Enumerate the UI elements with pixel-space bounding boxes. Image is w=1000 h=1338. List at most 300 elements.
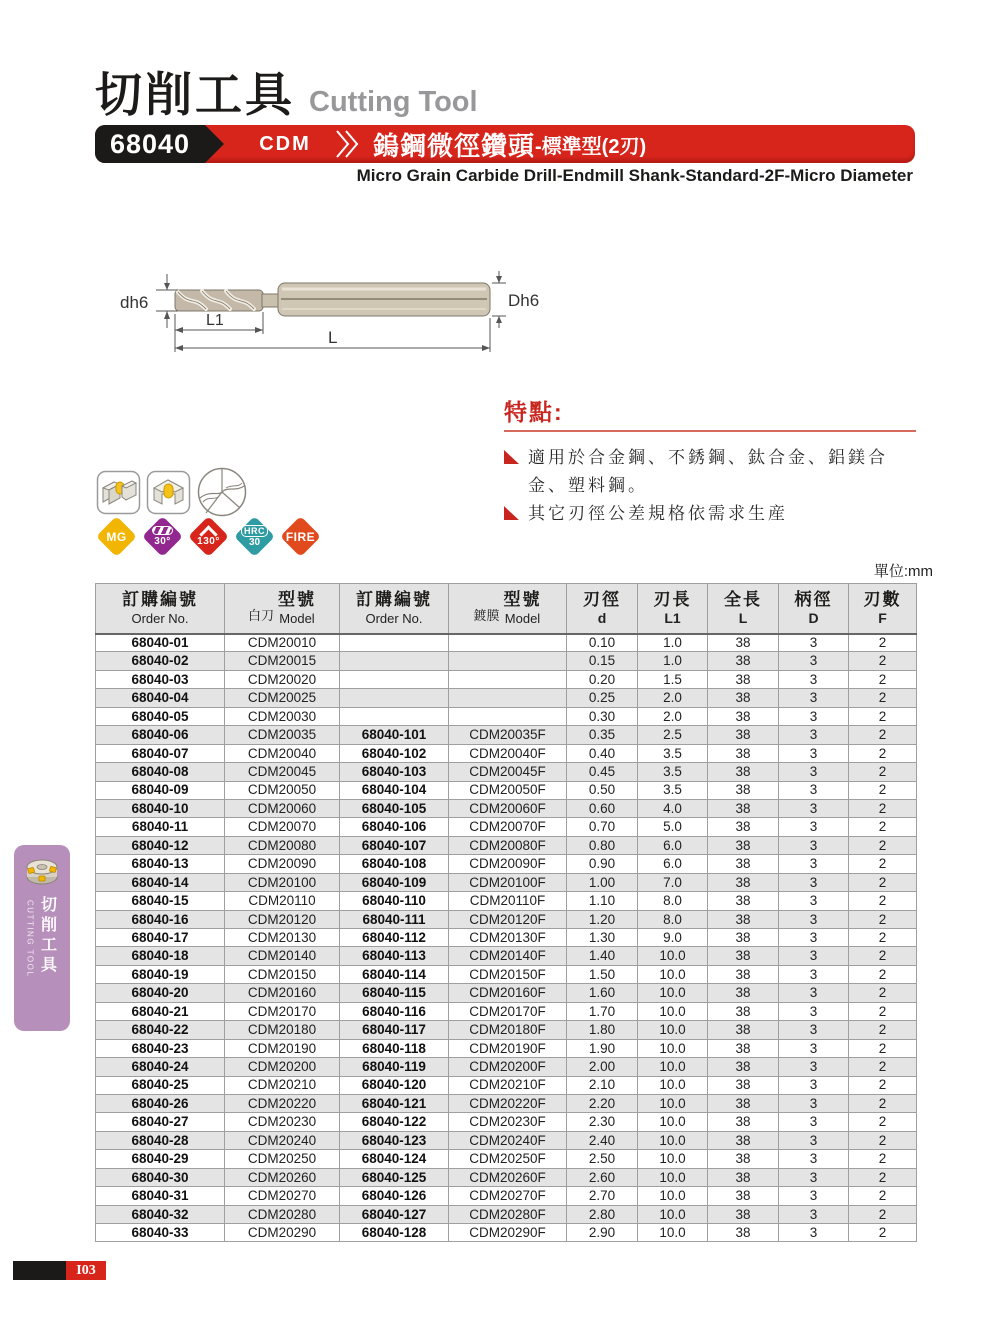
cell-order-no: 68040-01 — [96, 634, 225, 652]
feature-item — [504, 500, 916, 528]
table-row — [96, 744, 917, 762]
drill-point-icon — [196, 466, 248, 518]
cell-d: 1.00 — [567, 873, 638, 891]
header-prefix: 白刀 — [247, 607, 274, 623]
spec-badge — [94, 514, 138, 558]
cell-shank-d: 3 — [779, 1021, 849, 1039]
badge-label: FIRE — [285, 529, 316, 544]
header-en: L1 — [664, 610, 681, 627]
cell-order-no: 68040-15 — [96, 892, 225, 910]
cell-l1: 5.0 — [638, 818, 708, 836]
cell-model: CDM20280 — [225, 1205, 340, 1223]
cell-order-no-coated — [340, 707, 449, 725]
cell-order-no-coated: 68040-105 — [340, 799, 449, 817]
cell-d: 2.90 — [567, 1224, 638, 1242]
cell-order-no: 68040-08 — [96, 763, 225, 781]
header-en: Model — [279, 610, 315, 626]
table-row — [96, 707, 917, 725]
cell-order-no: 68040-14 — [96, 873, 225, 891]
cell-model-coated: CDM20120F — [449, 910, 567, 928]
cell-model-coated: CDM20190F — [449, 1039, 567, 1057]
cell-order-no: 68040-24 — [96, 1058, 225, 1076]
header-cjk: 訂購編號 — [122, 590, 198, 610]
cell-model: CDM20120 — [225, 910, 340, 928]
cell-l: 38 — [708, 781, 779, 799]
cell-order-no: 68040-11 — [96, 818, 225, 836]
cell-flutes: 2 — [849, 1076, 917, 1094]
table-row — [96, 910, 917, 928]
cell-d: 2.20 — [567, 1094, 638, 1112]
cell-shank-d: 3 — [779, 929, 849, 947]
cell-order-no: 68040-04 — [96, 689, 225, 707]
cell-l: 38 — [708, 1002, 779, 1020]
cell-model: CDM20140 — [225, 947, 340, 965]
cell-l: 38 — [708, 873, 779, 891]
cell-order-no-coated: 68040-107 — [340, 836, 449, 854]
features-underline — [504, 430, 916, 432]
cell-l: 38 — [708, 929, 779, 947]
cell-model: CDM20030 — [225, 707, 340, 725]
cell-shank-d: 3 — [779, 1150, 849, 1168]
features-section — [504, 394, 916, 528]
cell-flutes: 2 — [849, 892, 917, 910]
cell-l: 38 — [708, 1224, 779, 1242]
cell-order-no: 68040-03 — [96, 670, 225, 688]
page-title-cjk: 切削工具 — [95, 68, 295, 121]
cell-order-no-coated: 68040-114 — [340, 965, 449, 983]
cell-l1: 10.0 — [638, 1058, 708, 1076]
cell-d: 0.15 — [567, 652, 638, 670]
table-row — [96, 1224, 917, 1242]
cell-l: 38 — [708, 1094, 779, 1112]
table-row — [96, 929, 917, 947]
cell-order-no: 68040-25 — [96, 1076, 225, 1094]
cell-model-coated: CDM20270F — [449, 1187, 567, 1205]
page-number-bar — [13, 1261, 106, 1280]
cell-flutes: 2 — [849, 947, 917, 965]
cell-model-coated: CDM20050F — [449, 781, 567, 799]
series-label: CDM — [259, 132, 311, 155]
tab-label-cjk: 切削工具 — [38, 896, 56, 976]
cell-l: 38 — [708, 910, 779, 928]
cell-order-no: 68040-20 — [96, 984, 225, 1002]
cell-shank-d: 3 — [779, 781, 849, 799]
cell-model-coated: CDM20200F — [449, 1058, 567, 1076]
table-row — [96, 836, 917, 854]
cell-model: CDM20160 — [225, 984, 340, 1002]
cell-flutes: 2 — [849, 1039, 917, 1057]
cell-order-no: 68040-05 — [96, 707, 225, 725]
cell-model-coated: CDM20045F — [449, 763, 567, 781]
cell-l1: 10.0 — [638, 1205, 708, 1223]
badge-label: MG — [106, 529, 127, 544]
cell-d: 0.30 — [567, 707, 638, 725]
cell-shank-d: 3 — [779, 965, 849, 983]
page-number: I03 — [66, 1261, 106, 1280]
spec-badge — [232, 514, 276, 558]
side-milling-icon — [96, 470, 141, 515]
cell-flutes: 2 — [849, 1224, 917, 1242]
table-row — [96, 1094, 917, 1112]
cell-d: 0.80 — [567, 836, 638, 854]
table-row — [96, 947, 917, 965]
cell-l: 38 — [708, 855, 779, 873]
header-en: D — [808, 610, 819, 627]
cell-d: 2.80 — [567, 1205, 638, 1223]
cell-d: 0.20 — [567, 670, 638, 688]
cell-order-no-coated: 68040-112 — [340, 929, 449, 947]
cell-model: CDM20130 — [225, 929, 340, 947]
cell-model: CDM20170 — [225, 1002, 340, 1020]
cell-l: 38 — [708, 1150, 779, 1168]
header-en: L — [738, 610, 748, 627]
cell-flutes: 2 — [849, 1058, 917, 1076]
column-header — [708, 584, 779, 634]
page-title — [95, 58, 478, 125]
header-cjk: 全長 — [724, 589, 762, 609]
cell-order-no: 68040-16 — [96, 910, 225, 928]
cell-model: CDM20050 — [225, 781, 340, 799]
column-header — [849, 584, 917, 634]
table-row — [96, 855, 917, 873]
cell-l1: 10.0 — [638, 947, 708, 965]
cell-l1: 10.0 — [638, 1113, 708, 1131]
cell-shank-d: 3 — [779, 652, 849, 670]
cell-flutes: 2 — [849, 1002, 917, 1020]
cell-l1: 10.0 — [638, 965, 708, 983]
cell-l: 38 — [708, 892, 779, 910]
cell-l1: 10.0 — [638, 1039, 708, 1057]
spec-badge — [186, 514, 230, 558]
cell-order-no-coated: 68040-111 — [340, 910, 449, 928]
label-l1: L1 — [206, 312, 224, 329]
cell-d: 1.90 — [567, 1039, 638, 1057]
cell-model: CDM20040 — [225, 744, 340, 762]
cell-l1: 9.0 — [638, 929, 708, 947]
table-row — [96, 892, 917, 910]
cell-d: 1.60 — [567, 984, 638, 1002]
cell-l: 38 — [708, 634, 779, 652]
cell-model-coated — [449, 634, 567, 652]
cell-order-no-coated: 68040-117 — [340, 1021, 449, 1039]
cell-model: CDM20290 — [225, 1224, 340, 1242]
cell-model: CDM20110 — [225, 892, 340, 910]
badge-row — [94, 514, 322, 558]
cell-l: 38 — [708, 818, 779, 836]
cell-l1: 3.5 — [638, 781, 708, 799]
table-row — [96, 689, 917, 707]
feature-text: 適用於合金鋼、不銹鋼、鈦合金、鋁鎂合金、塑料鋼。 — [528, 448, 888, 496]
column-header — [96, 584, 225, 634]
spec-table — [95, 583, 917, 1242]
cell-flutes: 2 — [849, 763, 917, 781]
cell-model-coated: CDM20210F — [449, 1076, 567, 1094]
banner-title-suffix: -標準型(2刃) — [535, 135, 647, 158]
cell-shank-d: 3 — [779, 726, 849, 744]
cell-shank-d: 3 — [779, 892, 849, 910]
cell-flutes: 2 — [849, 652, 917, 670]
cell-l: 38 — [708, 1113, 779, 1131]
cell-shank-d: 3 — [779, 836, 849, 854]
cell-l: 38 — [708, 1168, 779, 1186]
cell-l1: 2.5 — [638, 726, 708, 744]
cell-model-coated: CDM20180F — [449, 1021, 567, 1039]
table-row — [96, 763, 917, 781]
cell-shank-d: 3 — [779, 689, 849, 707]
cell-model-coated: CDM20090F — [449, 855, 567, 873]
cell-order-no: 68040-26 — [96, 1094, 225, 1112]
header-prefix: 鍍膜 — [473, 607, 500, 623]
cell-order-no: 68040-27 — [96, 1113, 225, 1131]
header-en: Order No. — [131, 610, 189, 626]
cell-order-no: 68040-07 — [96, 744, 225, 762]
header-cjk: 訂購編號 — [356, 590, 432, 610]
cell-d: 1.30 — [567, 929, 638, 947]
cell-order-no: 68040-21 — [96, 1002, 225, 1020]
cell-l1: 1.0 — [638, 652, 708, 670]
cell-shank-d: 3 — [779, 744, 849, 762]
cell-model: CDM20240 — [225, 1131, 340, 1149]
cell-l: 38 — [708, 947, 779, 965]
table-row — [96, 799, 917, 817]
cell-l: 38 — [708, 799, 779, 817]
cell-order-no-coated: 68040-123 — [340, 1131, 449, 1149]
cell-model-coated: CDM20080F — [449, 836, 567, 854]
cell-l: 38 — [708, 1039, 779, 1057]
cell-model: CDM20070 — [225, 818, 340, 836]
table-row — [96, 873, 917, 891]
application-icons — [96, 466, 248, 518]
column-header — [449, 584, 567, 634]
cell-model: CDM20230 — [225, 1113, 340, 1131]
cell-d: 1.20 — [567, 910, 638, 928]
cell-flutes: 2 — [849, 855, 917, 873]
cell-model-coated: CDM20160F — [449, 984, 567, 1002]
cell-model: CDM20035 — [225, 726, 340, 744]
cell-order-no: 68040-33 — [96, 1224, 225, 1242]
table-row — [96, 670, 917, 688]
cell-model-coated: CDM20140F — [449, 947, 567, 965]
cell-order-no: 68040-09 — [96, 781, 225, 799]
units-note: 單位:mm — [873, 563, 933, 580]
cell-l: 38 — [708, 1131, 779, 1149]
cell-order-no: 68040-32 — [96, 1205, 225, 1223]
drill-neck — [262, 294, 279, 307]
table-row — [96, 1150, 917, 1168]
features-heading: 特點: — [504, 399, 564, 425]
table-row — [96, 1168, 917, 1186]
cell-l1: 8.0 — [638, 892, 708, 910]
cell-order-no: 68040-19 — [96, 965, 225, 983]
cell-shank-d: 3 — [779, 1076, 849, 1094]
header-cjk: 刃長 — [653, 589, 692, 609]
cell-order-no-coated: 68040-116 — [340, 1002, 449, 1020]
cell-l: 38 — [708, 1076, 779, 1094]
cell-d: 0.40 — [567, 744, 638, 762]
cell-model-coated: CDM20240F — [449, 1131, 567, 1149]
cell-model: CDM20190 — [225, 1039, 340, 1057]
cell-shank-d: 3 — [779, 1094, 849, 1112]
cell-order-no: 68040-13 — [96, 855, 225, 873]
header-en: F — [878, 610, 887, 627]
cell-flutes: 2 — [849, 965, 917, 983]
cell-flutes: 2 — [849, 634, 917, 652]
cell-d: 1.10 — [567, 892, 638, 910]
table-row — [96, 1205, 917, 1223]
table-row — [96, 634, 917, 652]
cell-shank-d: 3 — [779, 1224, 849, 1242]
table-row — [96, 1131, 917, 1149]
cell-model-coated: CDM20290F — [449, 1224, 567, 1242]
cell-d: 2.60 — [567, 1168, 638, 1186]
spec-badge — [278, 514, 322, 558]
cell-order-no-coated: 68040-120 — [340, 1076, 449, 1094]
cell-l1: 10.0 — [638, 1076, 708, 1094]
cell-l: 38 — [708, 763, 779, 781]
cell-model: CDM20080 — [225, 836, 340, 854]
cell-shank-d: 3 — [779, 1168, 849, 1186]
cell-order-no-coated — [340, 652, 449, 670]
cell-order-no: 68040-30 — [96, 1168, 225, 1186]
cell-flutes: 2 — [849, 836, 917, 854]
cell-shank-d: 3 — [779, 855, 849, 873]
cell-model-coated: CDM20040F — [449, 744, 567, 762]
cell-d: 1.80 — [567, 1021, 638, 1039]
cell-model-coated: CDM20260F — [449, 1168, 567, 1186]
cell-model-coated — [449, 689, 567, 707]
cell-model: CDM20180 — [225, 1021, 340, 1039]
cell-d: 2.70 — [567, 1187, 638, 1205]
cell-flutes: 2 — [849, 818, 917, 836]
cell-order-no: 68040-31 — [96, 1187, 225, 1205]
cell-l1: 10.0 — [638, 1002, 708, 1020]
cell-order-no-coated: 68040-101 — [340, 726, 449, 744]
cell-model-coated — [449, 670, 567, 688]
cell-order-no-coated: 68040-118 — [340, 1039, 449, 1057]
cell-order-no-coated: 68040-122 — [340, 1113, 449, 1131]
cell-shank-d: 3 — [779, 910, 849, 928]
code-arrow-shape — [205, 125, 224, 163]
cell-shank-d: 3 — [779, 873, 849, 891]
cell-flutes: 2 — [849, 726, 917, 744]
label-dh6: dh6 — [120, 293, 149, 312]
bullet-triangle-icon — [504, 450, 519, 464]
badge-graphic — [152, 526, 173, 535]
cell-l1: 1.0 — [638, 634, 708, 652]
cell-l1: 3.5 — [638, 763, 708, 781]
cell-flutes: 2 — [849, 1094, 917, 1112]
cell-d: 0.35 — [567, 726, 638, 744]
cell-model-coated: CDM20035F — [449, 726, 567, 744]
cell-model-coated: CDM20280F — [449, 1205, 567, 1223]
cell-l: 38 — [708, 1021, 779, 1039]
column-header — [638, 584, 708, 634]
cell-order-no: 68040-18 — [96, 947, 225, 965]
cell-shank-d: 3 — [779, 1002, 849, 1020]
product-code-box — [95, 125, 205, 163]
header-en: Order No. — [365, 610, 423, 626]
cell-d: 2.10 — [567, 1076, 638, 1094]
banner-title-cjk: 鎢鋼微徑鑽頭 — [373, 130, 536, 161]
cell-model-coated — [449, 652, 567, 670]
cell-l: 38 — [708, 726, 779, 744]
cell-order-no-coated: 68040-108 — [340, 855, 449, 873]
cell-flutes: 2 — [849, 929, 917, 947]
cell-order-no-coated: 68040-127 — [340, 1205, 449, 1223]
drill-diagram — [118, 266, 548, 366]
cell-d: 0.10 — [567, 634, 638, 652]
cell-order-no-coated: 68040-121 — [340, 1094, 449, 1112]
cell-shank-d: 3 — [779, 670, 849, 688]
cell-model: CDM20210 — [225, 1076, 340, 1094]
cell-model-coated: CDM20060F — [449, 799, 567, 817]
cell-shank-d: 3 — [779, 947, 849, 965]
header-en: d — [597, 610, 607, 627]
table-row — [96, 1021, 917, 1039]
cell-model: CDM20060 — [225, 799, 340, 817]
cell-order-no-coated: 68040-128 — [340, 1224, 449, 1242]
category-tab — [14, 845, 70, 1031]
cell-l: 38 — [708, 1205, 779, 1223]
cell-l1: 6.0 — [638, 836, 708, 854]
features-list — [504, 444, 916, 528]
cell-flutes: 2 — [849, 873, 917, 891]
cell-order-no-coated: 68040-124 — [340, 1150, 449, 1168]
cell-l1: 6.0 — [638, 855, 708, 873]
cell-order-no: 68040-06 — [96, 726, 225, 744]
cell-l: 38 — [708, 965, 779, 983]
cell-d: 1.70 — [567, 1002, 638, 1020]
cell-model-coated: CDM20110F — [449, 892, 567, 910]
column-header — [340, 584, 449, 634]
cell-shank-d: 3 — [779, 763, 849, 781]
header-cjk: 型號 — [503, 590, 542, 610]
cell-flutes: 2 — [849, 744, 917, 762]
cell-shank-d: 3 — [779, 1187, 849, 1205]
cell-l: 38 — [708, 1058, 779, 1076]
header-en: Model — [504, 610, 541, 626]
cell-d: 2.40 — [567, 1131, 638, 1149]
cell-model: CDM20270 — [225, 1187, 340, 1205]
cell-order-no-coated — [340, 689, 449, 707]
cell-order-no-coated: 68040-102 — [340, 744, 449, 762]
cell-order-no-coated: 68040-115 — [340, 984, 449, 1002]
cell-model-coated: CDM20230F — [449, 1113, 567, 1131]
cell-flutes: 2 — [849, 707, 917, 725]
cell-model-coated: CDM20070F — [449, 818, 567, 836]
cell-order-no-coated: 68040-103 — [340, 763, 449, 781]
header-cjk: 型號 — [278, 590, 316, 610]
cell-shank-d: 3 — [779, 1131, 849, 1149]
cell-order-no: 68040-22 — [96, 1021, 225, 1039]
cell-model-coated: CDM20170F — [449, 1002, 567, 1020]
cell-flutes: 2 — [849, 799, 917, 817]
cell-flutes: 2 — [849, 1021, 917, 1039]
cell-l1: 1.5 — [638, 670, 708, 688]
cell-shank-d: 3 — [779, 818, 849, 836]
cell-d: 0.50 — [567, 781, 638, 799]
cell-shank-d: 3 — [779, 1039, 849, 1057]
cell-order-no-coated: 68040-113 — [340, 947, 449, 965]
cell-flutes: 2 — [849, 910, 917, 928]
feature-text: 其它刃徑公差規格依需求生産 — [528, 504, 788, 524]
tab-label-en: CUTTING TOOL — [25, 900, 35, 978]
cell-l1: 10.0 — [638, 1168, 708, 1186]
table-row — [96, 984, 917, 1002]
cell-l1: 3.5 — [638, 744, 708, 762]
cell-d: 0.90 — [567, 855, 638, 873]
label-l: L — [328, 328, 338, 347]
